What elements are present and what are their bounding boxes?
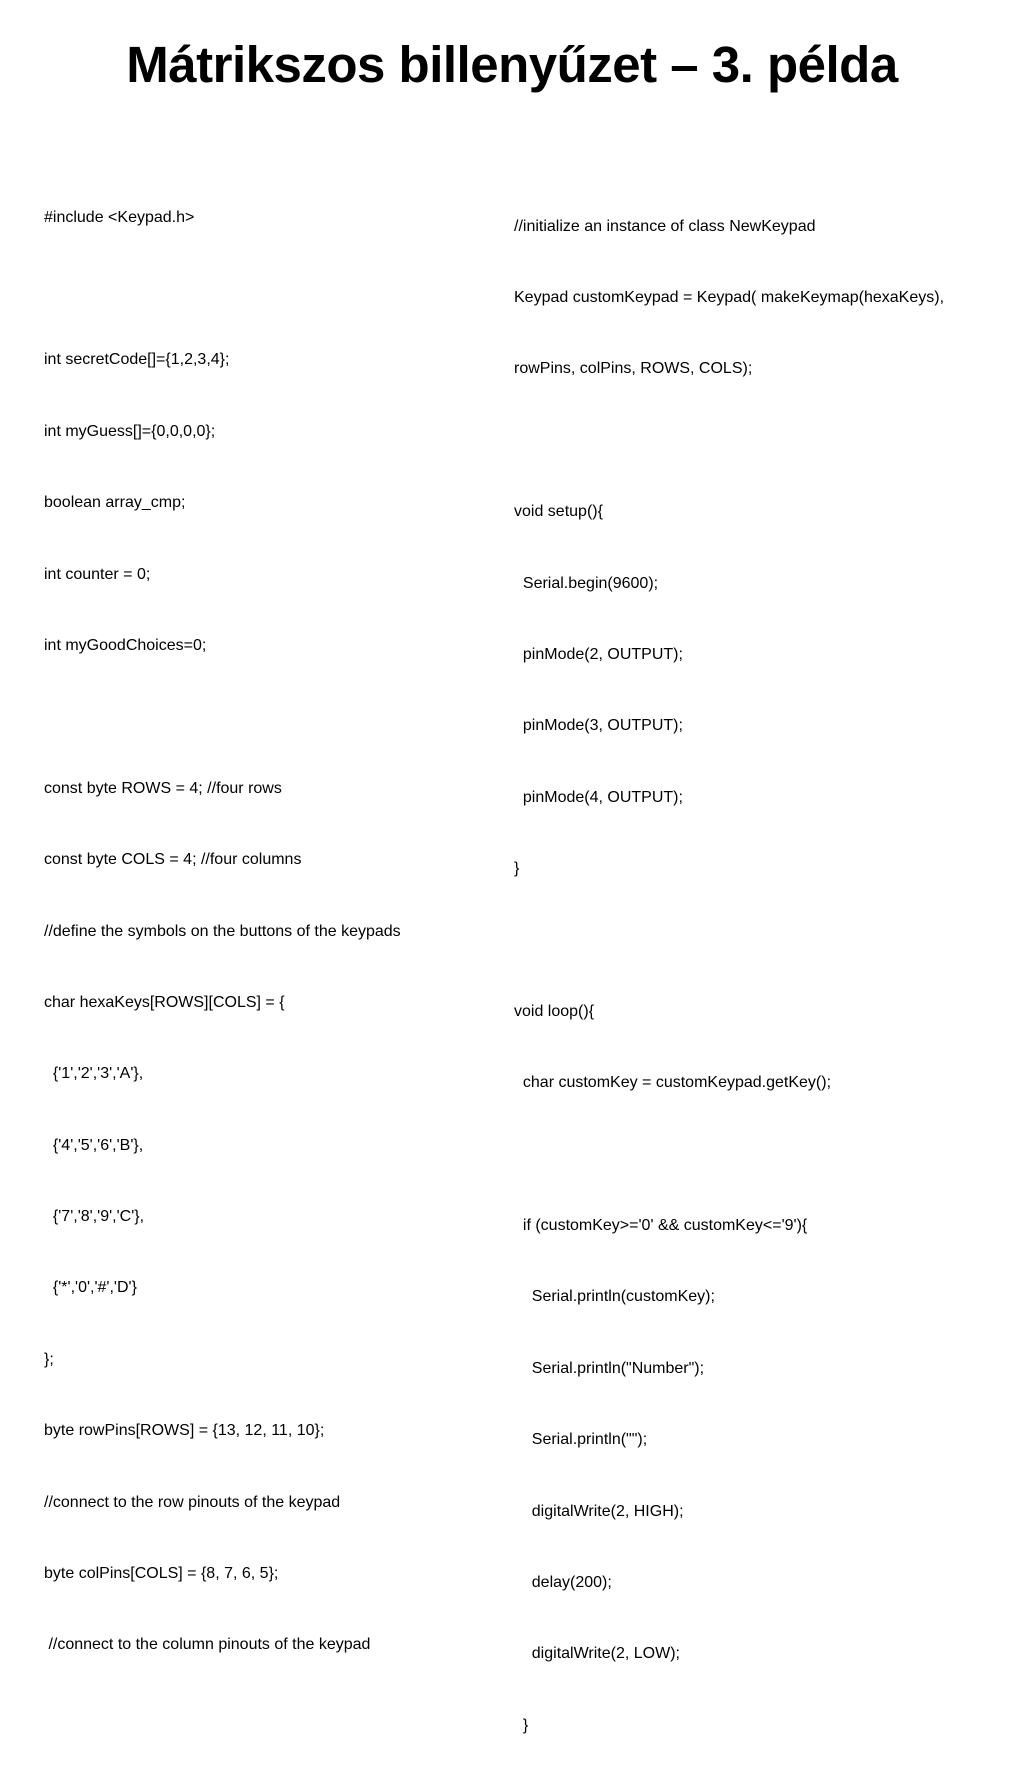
- code-line: {'7','8','9','C'},: [44, 1208, 145, 1226]
- code-line: char hexaKeys[ROWS][COLS] = {: [44, 993, 285, 1011]
- code-line: pinMode(2, OUTPUT);: [514, 645, 683, 663]
- code-line: byte colPins[COLS] = {8, 7, 6, 5};: [44, 1565, 279, 1583]
- code-line: int myGoodChoices=0;: [44, 636, 207, 654]
- code-line: const byte COLS = 4; //four columns: [44, 851, 302, 869]
- code-line: void loop(){: [514, 1002, 595, 1020]
- code-line: [514, 429, 1014, 453]
- code-line: }: [514, 1716, 529, 1734]
- code-line: Serial.println("Number");: [514, 1359, 705, 1377]
- code-line: [514, 1143, 1014, 1167]
- code-line: delay(200);: [514, 1574, 612, 1592]
- code-line: Serial.println(customKey);: [514, 1288, 715, 1306]
- code-line: boolean array_cmp;: [44, 494, 186, 512]
- code-line: }: [514, 860, 520, 878]
- code-line: pinMode(4, OUTPUT);: [514, 788, 683, 806]
- code-line: //connect to the row pinouts of the keypad: [44, 1493, 341, 1511]
- code-line: [514, 929, 1014, 953]
- code-line: const byte ROWS = 4; //four rows: [44, 779, 282, 797]
- code-line: digitalWrite(2, HIGH);: [514, 1502, 684, 1520]
- code-line: byte rowPins[ROWS] = {13, 12, 11, 10};: [44, 1422, 325, 1440]
- code-line: Serial.println("");: [514, 1431, 648, 1449]
- slide-title: Mátrikszos billenyűzet – 3. példa: [126, 36, 898, 93]
- code-line: int secretCode[]={1,2,3,4};: [44, 351, 230, 369]
- code-line: Serial.begin(9600);: [514, 574, 659, 592]
- code-line: if (customKey>='0' && customKey<='9'){: [514, 1217, 808, 1235]
- code-line: [44, 705, 484, 729]
- code-line: //initialize an instance of class NewKeypad: [514, 217, 816, 235]
- code-line: Keypad customKeypad = Keypad( makeKeymap(hexaKeys),: [514, 288, 945, 306]
- code-line: [44, 277, 484, 301]
- code-line: {'*','0','#','D'}: [44, 1279, 137, 1297]
- code-line: };: [44, 1350, 54, 1368]
- code-line: {'4','5','6','B'},: [44, 1136, 144, 1154]
- code-line: pinMode(3, OUTPUT);: [514, 717, 683, 735]
- left-code-block: [44, 158, 484, 1705]
- code-line: int myGuess[]={0,0,0,0};: [44, 422, 216, 440]
- code-line: void setup(){: [514, 503, 603, 521]
- code-line: char customKey = customKeypad.getKey();: [514, 1074, 832, 1092]
- code-line: rowPins, colPins, ROWS, COLS);: [514, 360, 753, 378]
- code-line: int counter = 0;: [44, 565, 151, 583]
- code-line: #include <Keypad.h>: [44, 208, 195, 226]
- code-line: //define the symbols on the buttons of the keypads: [44, 922, 401, 940]
- code-line: //connect to the column pinouts of the keypad: [44, 1636, 371, 1654]
- code-line: {'1','2','3','A'},: [44, 1065, 144, 1083]
- right-code-block: [514, 167, 1014, 1785]
- code-line: digitalWrite(2, LOW);: [514, 1645, 680, 1663]
